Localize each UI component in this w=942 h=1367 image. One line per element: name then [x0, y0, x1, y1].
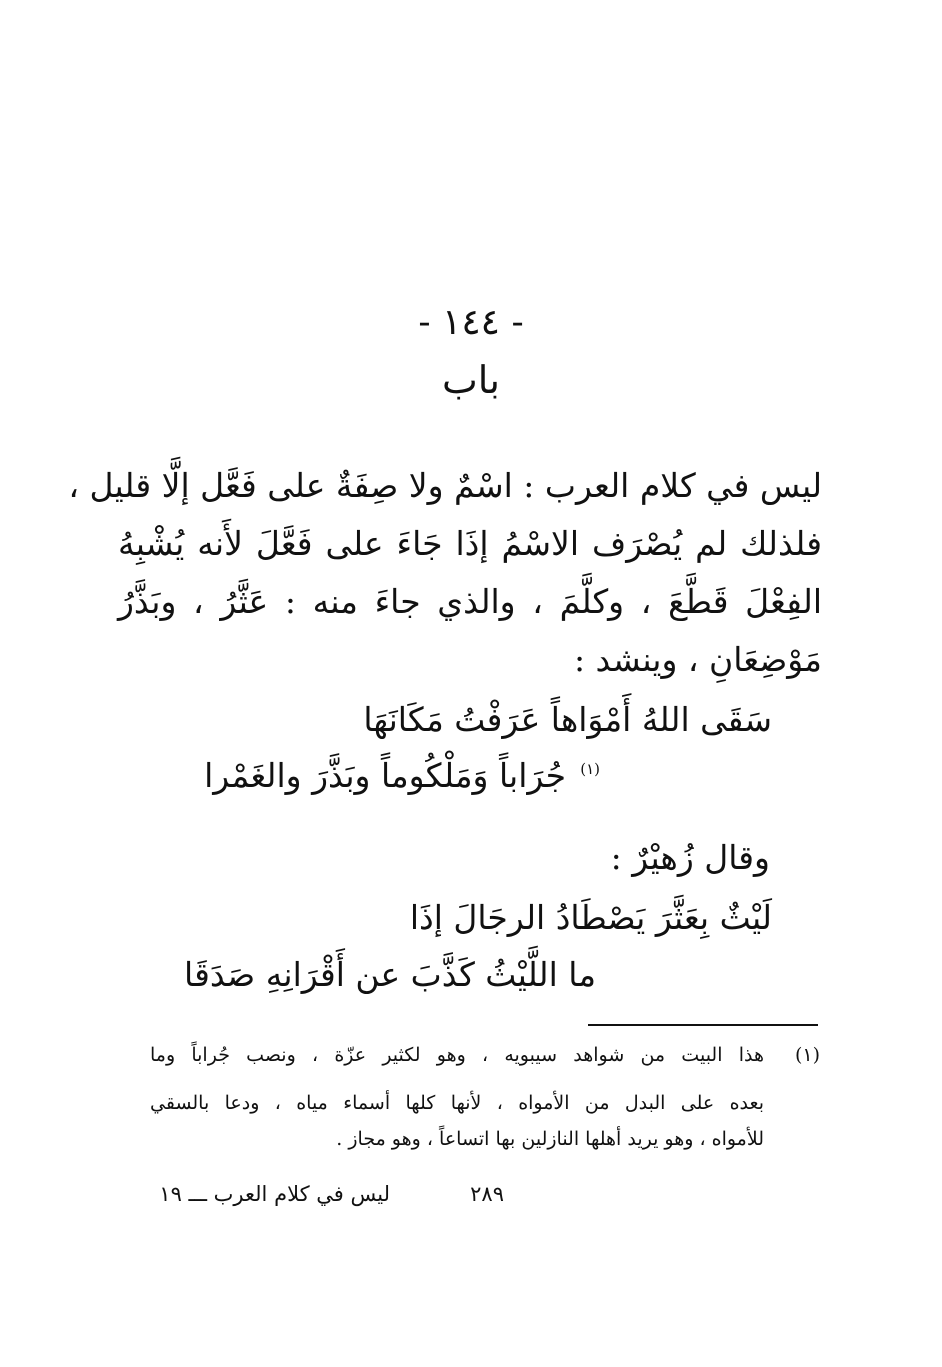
paragraph-line-3: الفِعْلَ قَطَّعَ ، وكلَّمَ ، والذي جاءَ منه : عَثَّرُ ، وبَذَّرُ: [118, 582, 822, 621]
chapter-title: باب: [442, 358, 500, 402]
zuhayr-intro: وقال زُهيْرٌ :: [610, 838, 770, 877]
footnote-line-1: هذا البيت من شواهد سيبويه ، وهو لكثير عزّة ، ونصب جُراباً وما: [150, 1044, 764, 1066]
verse1-line1: سَقَى اللهُ أَمْوَاهاً عَرَفْتُ مَكَانَهَا: [363, 700, 772, 739]
paragraph-line-1: ليس في كلام العرب : اسْمٌ ولا صِفَةٌ على فَعَّل إلَّا قليل ،: [68, 466, 822, 505]
footnote-line-2: بعده على البدل من الأمواه ، لأنها كلها أسماء مياه ، ودعا بالسقي: [150, 1092, 764, 1114]
page-number: ٢٨٩: [470, 1182, 504, 1206]
footnote-line-3: للأمواه ، وهو يريد أهلها النازلين بها اتساعاً ، وهو مجاز .: [336, 1128, 764, 1150]
footnote-separator: [588, 1024, 818, 1026]
paragraph-line-4: مَوْضِعَانِ ، وينشد :: [573, 640, 822, 679]
footnote-reference: (١): [580, 760, 600, 778]
verse2-line2: ما اللَّيْثُ كَذَّبَ عن أَقْرَانِهِ صَدَقَا: [184, 955, 596, 994]
verse2-line1: لَيْثٌ بِعَثَّرَ يَصْطَادُ الرجَالَ إذَا: [409, 898, 772, 937]
verse1-line2: جُرَاباً وَمَلْكُوماً وبَذَّرَ والغَمْرا: [204, 756, 566, 795]
footnote-marker: (١): [794, 1044, 820, 1066]
chapter-number: - ١٤٤ -: [418, 302, 524, 343]
paragraph-line-2: فلذلك لم يُصْرَف الاسْمُ إذَا جَاءَ على فَعَّلَ لأَنه يُشْبِهُ: [118, 524, 822, 563]
running-title: ليس في كلام العرب ـــ ١٩: [159, 1182, 390, 1206]
